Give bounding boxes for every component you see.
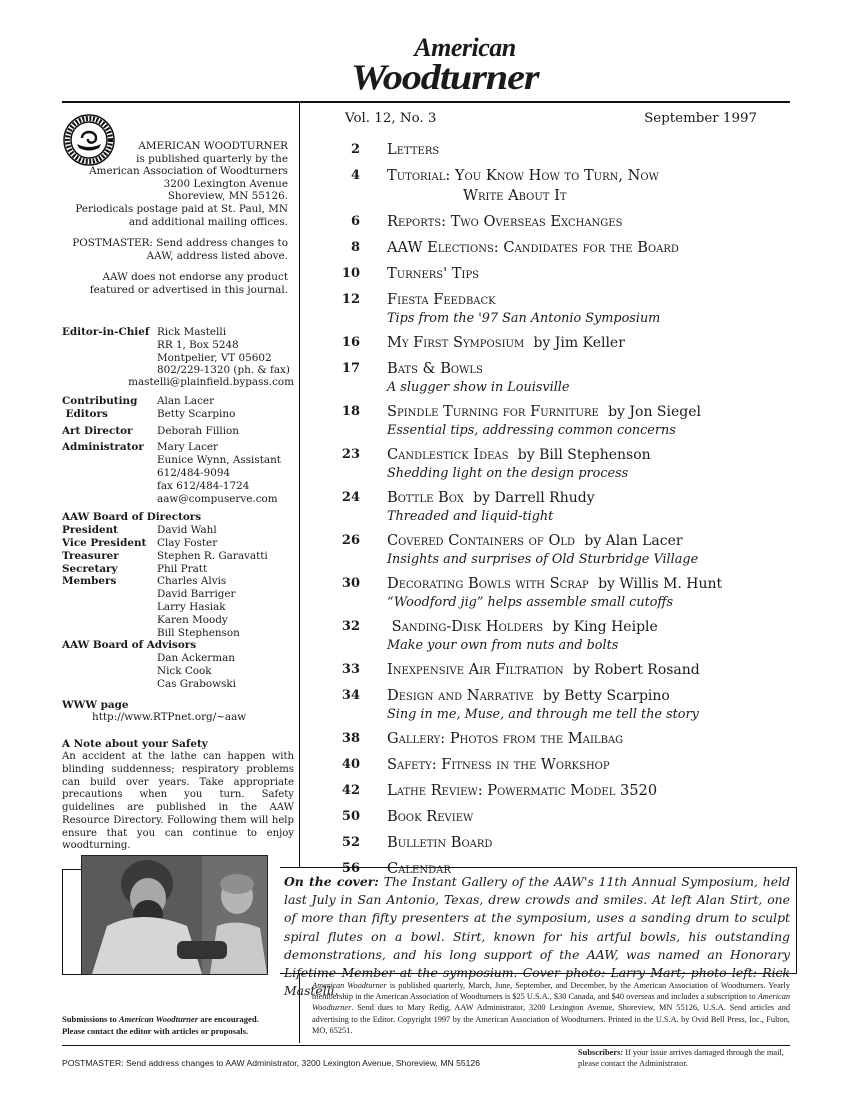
article-subtitle: Make your own from nuts and bolts [387, 638, 619, 653]
article-subtitle: Shedding light on the design process [387, 466, 629, 481]
pub-note-text: is published quarterly, March, June, September, and December, by the American Association of Woodturners. Yearly membership in the American Association of Woodturners is $25 U.S.A., $30 Canada, and $40 overseas and includes a subscription to [312, 981, 790, 1002]
safety-note: An accident at the lathe can happen with blinding suddenness; respiratory problems can build over years. Take appropriate precautions when you turn. Safety guidelines are published in the AAW Resource Directory. Following them will help ensure that you can continue to enjoy woodturning. [62, 750, 294, 852]
submissions-text: Please contact the editor with articles or proposals. [62, 1026, 249, 1036]
www-link[interactable]: http://www.RTPnet.org/~aaw [92, 711, 247, 724]
advisor-name: Nick Cook [157, 664, 212, 677]
cover-label: On the cover: [284, 874, 379, 889]
article-subtitle: Essential tips, addressing common concerns [387, 423, 676, 438]
masthead-woodturner: Woodturner [351, 57, 539, 97]
page-number: 34 [341, 688, 360, 703]
page-number: 18 [341, 404, 360, 419]
disclaimer: featured or advertised in this journal. [89, 283, 288, 296]
article-title: Bulletin Board [387, 834, 493, 851]
page-number: 32 [341, 619, 360, 634]
pub-note-text: . Send dues to Mary Redig, AAW Administrator, 3200 Lexington Avenue, Shoreview, MN 55126, U.S.A. Send articles and advertising to the Editor. Copyright 1997 by the American Association of Woodturners. Printed in the U.S.A. by Ovid Bell Press, Inc., Fulton, MO, 65251. [312, 1003, 790, 1035]
publisher-address: Shoreview, MN 55126. [167, 190, 288, 203]
submissions-text: are encouraged. [198, 1014, 259, 1024]
page-number: 4 [350, 168, 360, 183]
volume-number: Vol. 12, No. 3 [345, 111, 437, 126]
staff-name: Eunice Wynn, Assistant [157, 454, 281, 467]
article-title: Letters [387, 141, 440, 158]
article-subtitle: Threaded and liquid-tight [387, 509, 554, 524]
editor-name: Rick Mastelli [157, 326, 227, 338]
article-title: Reports: Two Overseas Exchanges [387, 213, 623, 230]
page-number: 30 [341, 576, 360, 591]
page-number: 2 [350, 142, 360, 157]
postmaster-note: AAW, address listed above. [146, 249, 288, 262]
toc-item[interactable] [340, 781, 790, 801]
toc-item[interactable] [340, 359, 790, 396]
role-label: Treasurer [62, 549, 119, 562]
publisher-line: and additional mailing offices. [128, 215, 288, 228]
publisher-info [62, 140, 288, 306]
toc-item[interactable] [340, 807, 790, 827]
publisher-name: AMERICAN WOODTURNER [138, 140, 288, 152]
issue-date: September 1997 [644, 111, 757, 126]
article-author: by Darrell Rhudy [473, 490, 595, 506]
editor-phone: 802/229-1320 (ph. & fax) [157, 364, 290, 377]
submissions-text: Submissions to [62, 1014, 119, 1024]
article-title: Sanding-Disk Holders [391, 618, 544, 635]
subscribers-label: Subscribers: [578, 1048, 624, 1057]
magazine-title: American Woodturner [312, 992, 790, 1013]
article-subtitle: Insights and surprises of Old Sturbridge Village [387, 552, 699, 567]
section-heading: AAW Board of Advisors [62, 639, 197, 652]
role-label: Vice President [62, 536, 147, 549]
article-title: Calendar [387, 860, 451, 877]
staff-name: Deborah Fillion [157, 424, 239, 437]
advisor-name: Cas Grabowski [157, 677, 236, 690]
article-title-continued: Write About It [463, 187, 567, 204]
staff-listing [62, 326, 294, 853]
safety-heading: A Note about your Safety [62, 738, 208, 751]
page-number: 10 [341, 266, 360, 281]
article-title: Bats & Bowls [387, 360, 483, 377]
editor-in-chief [62, 326, 294, 377]
page-number: 50 [341, 809, 360, 824]
www-heading: WWW page [62, 698, 129, 711]
page-number: 33 [341, 662, 360, 677]
toc-item[interactable] [340, 686, 790, 723]
subscribers-note [578, 1048, 793, 1069]
subscribers-text: If your issue arrives damaged through the mail, please contact the Administrator. [578, 1048, 784, 1068]
publisher-line: is published quarterly by the [136, 152, 288, 165]
role-label: Members [62, 575, 117, 588]
page-number: 56 [341, 861, 360, 876]
cover-description: The Instant Gallery of the AAW's 11th Annual Symposium, held last July in San Antonio, Texas, drew crowds and smiles. At left Alan Stirt, one of more than fifty presenters at the symposium, uses a sanding drum to sculpt spiral flutes on a bowl. Stirt, known for his artful bowls, his outstanding demonstrations, and his long support of the AAW, was named an Honorary Lifetime Member at the symposium. Cover photo: Larry Mart; photo left: Rick Mastelli. [284, 874, 791, 999]
magazine-title: American Woodturner [312, 981, 387, 990]
photo-illustration-icon [82, 856, 267, 974]
publisher-address: 3200 Lexington Avenue [163, 177, 288, 190]
toc-item[interactable] [340, 212, 790, 232]
toc-item[interactable] [340, 264, 790, 284]
role-label: Editor-in-Chief [62, 326, 150, 338]
toc-item[interactable] [340, 333, 790, 353]
publication-note [312, 980, 790, 1036]
toc-item[interactable] [340, 166, 790, 206]
art-director [62, 425, 294, 438]
article-title: AAW Elections: Candidates for the Board [387, 239, 679, 256]
role-label: Editors [62, 407, 108, 420]
article-title: Design and Narrative [387, 687, 534, 704]
editor-email: mastelli@plainfield.bypass.com [128, 376, 294, 389]
article-title: Lathe Review: Powermatic Model 3520 [387, 782, 658, 799]
page-number: 38 [341, 731, 360, 746]
article-author: by Bill Stephenson [517, 447, 651, 463]
article-author: by Willis M. Hunt [598, 576, 723, 592]
director-name: Stephen R. Garavatti [157, 549, 268, 562]
contributing-editors [62, 395, 294, 421]
top-rule [62, 101, 790, 103]
article-title: Decorating Bowls with Scrap [387, 575, 589, 592]
role-label: Art Director [62, 424, 133, 437]
toc-item[interactable] [340, 574, 790, 611]
member-name: Bill Stephenson [157, 626, 240, 639]
toc-item[interactable] [340, 140, 790, 160]
article-subtitle: “Woodford jig” helps assemble small cutoffs [387, 595, 674, 610]
article-author: by Alan Lacer [584, 533, 683, 549]
footer-postmaster: POSTMASTER: Send address changes to AAW Administrator, 3200 Lexington Avenue, Shoreview, MN 55126 [62, 1058, 480, 1068]
staff-name: Mary Lacer [157, 441, 219, 454]
director-name: David Wahl [157, 524, 217, 537]
publisher-line: American Association of Woodturners [89, 165, 288, 178]
board-of-directors [62, 511, 294, 639]
column-divider [299, 102, 300, 867]
article-title: Bottle Box [387, 489, 464, 506]
toc-item[interactable] [340, 488, 790, 525]
toc-item[interactable] [340, 531, 790, 568]
admin-email: aaw@compuserve.com [157, 492, 278, 505]
page-number: 16 [341, 335, 360, 350]
toc-item[interactable] [340, 445, 790, 482]
page-number: 12 [341, 292, 360, 307]
article-author: by Jon Siegel [608, 404, 702, 420]
article-title: Book Review [387, 808, 474, 825]
magazine-title: American Woodturner [118, 1014, 199, 1024]
director-name: Clay Foster [157, 536, 218, 549]
masthead-american: American [414, 33, 516, 62]
article-title: Tutorial: You Know How to Turn, Now [387, 167, 659, 184]
submissions-note [62, 1013, 298, 1037]
table-of-contents [340, 140, 790, 885]
article-title: Gallery: Photos from the Mailbag [387, 730, 624, 747]
director-name: Phil Pratt [157, 562, 208, 575]
member-name: Karen Moody [157, 613, 228, 626]
administrator [62, 441, 294, 505]
article-title: Safety: Fitness in the Workshop [387, 756, 610, 773]
publisher-line: Periodicals postage paid at St. Paul, MN [75, 202, 288, 215]
page-number: 6 [350, 214, 360, 229]
article-subtitle: Tips from the '97 San Antonio Symposium [387, 311, 661, 326]
toc-item[interactable] [340, 755, 790, 775]
page-number: 24 [341, 490, 360, 505]
article-title: Covered Containers of Old [387, 532, 576, 549]
postmaster-note: POSTMASTER: Send address changes to [72, 237, 288, 250]
member-name: Larry Hasiak [157, 600, 226, 613]
member-name: Charles Alvis [157, 575, 227, 588]
issue-header [345, 111, 757, 126]
article-author: by Robert Rosand [572, 662, 700, 678]
article-title: Turners' Tips [387, 265, 480, 282]
page-number: 23 [341, 447, 360, 462]
toc-item[interactable] [340, 660, 790, 680]
masthead-logo [330, 33, 560, 97]
page-number: 40 [341, 757, 360, 772]
editor-address: RR 1, Box 5248 [157, 338, 239, 351]
staff-name: Alan Lacer [157, 394, 215, 407]
toc-item[interactable] [340, 617, 790, 654]
disclaimer: AAW does not endorse any product [102, 271, 288, 284]
role-label: Administrator [62, 441, 144, 454]
toc-item[interactable] [340, 833, 790, 853]
cover-photo [81, 855, 268, 975]
article-title: Inexpensive Air Filtration [387, 661, 564, 678]
toc-item[interactable] [340, 290, 790, 327]
role-label: Secretary [62, 562, 118, 575]
toc-item[interactable] [340, 238, 790, 258]
page-number: 26 [341, 533, 360, 548]
board-of-advisors [62, 639, 294, 690]
page-number: 17 [341, 361, 360, 376]
article-subtitle: A slugger show in Louisville [387, 380, 570, 395]
article-author: by Betty Scarpino [542, 688, 670, 704]
article-title: Candlestick Ideas [387, 446, 509, 463]
member-name: David Barriger [157, 588, 236, 601]
page-number: 8 [350, 240, 360, 255]
article-title: Spindle Turning for Furniture [387, 403, 599, 420]
advisor-name: Dan Ackerman [157, 652, 235, 665]
toc-item[interactable] [340, 729, 790, 749]
staff-name: Betty Scarpino [157, 407, 236, 420]
section-heading: AAW Board of Directors [62, 511, 202, 524]
editor-address: Montpelier, VT 05602 [157, 351, 272, 364]
article-subtitle: Sing in me, Muse, and through me tell the story [387, 707, 699, 722]
article-title: Fiesta Feedback [387, 291, 496, 308]
toc-item[interactable] [340, 402, 790, 439]
page-number: 42 [341, 783, 360, 798]
role-label: Contributing [62, 394, 138, 407]
article-author: by Jim Keller [533, 335, 625, 351]
admin-phone: 612/484-9094 [157, 466, 231, 479]
article-title: My First Symposium [387, 334, 525, 351]
role-label: President [62, 524, 118, 537]
footer-rule [62, 1045, 790, 1046]
article-author: by King Heiple [552, 619, 658, 635]
admin-fax: fax 612/484-1724 [157, 479, 250, 492]
page-number: 52 [341, 835, 360, 850]
